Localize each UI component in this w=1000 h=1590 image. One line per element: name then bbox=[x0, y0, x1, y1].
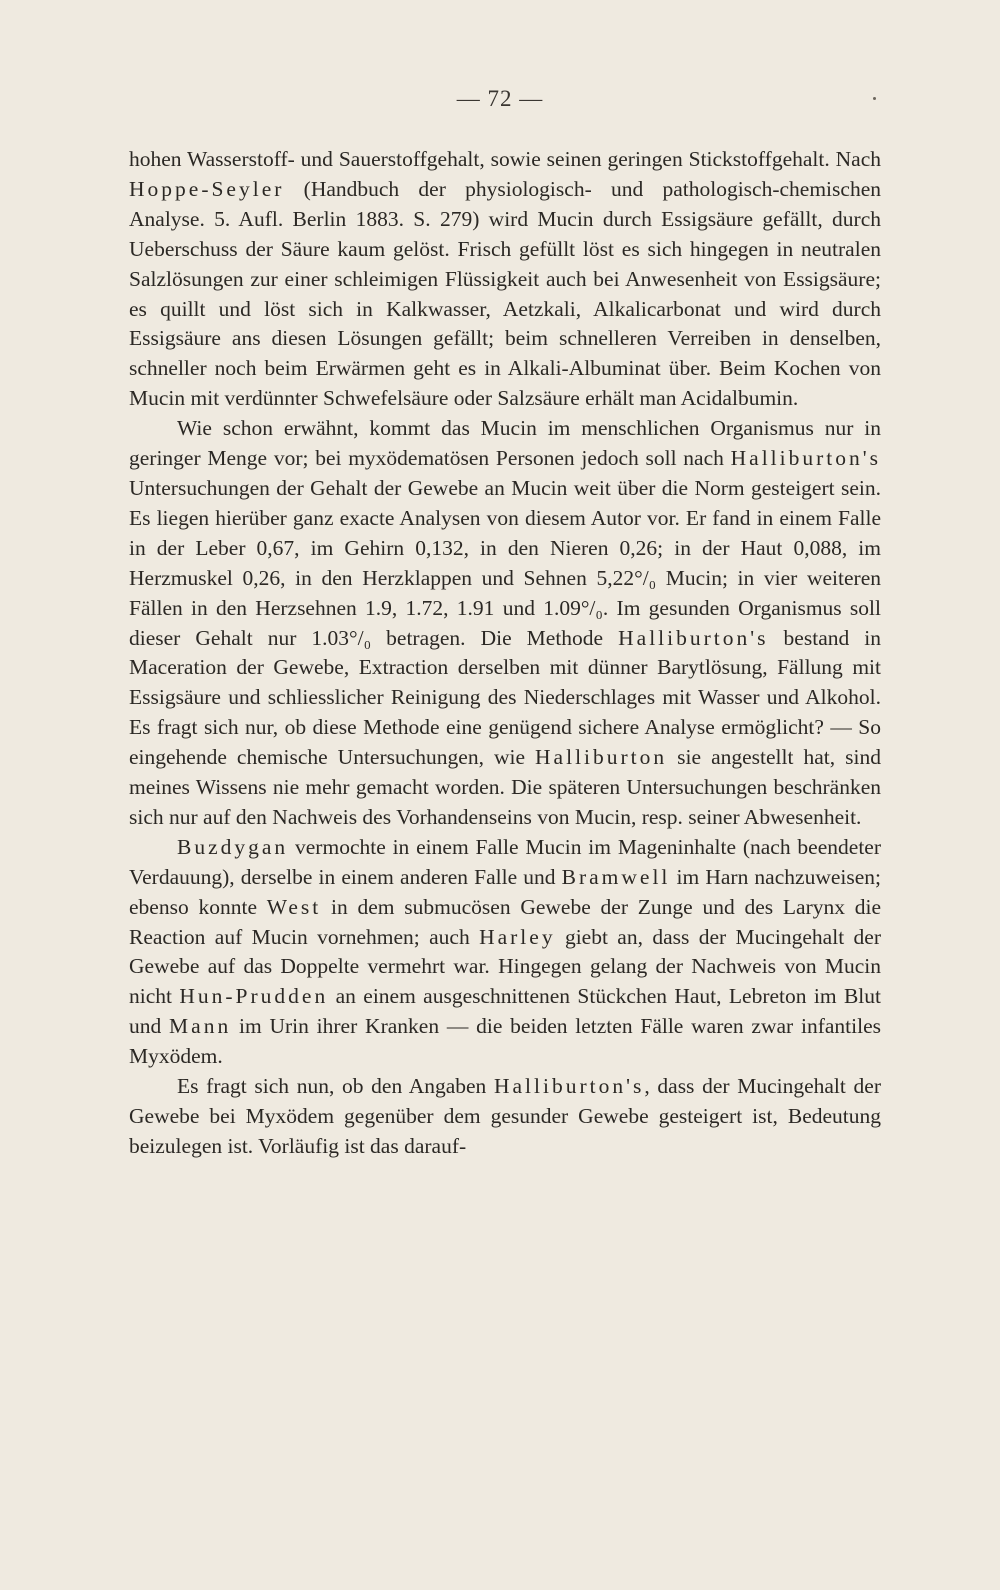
text-run: im Harn nachzuweisen; ebenso konnte bbox=[129, 864, 881, 919]
author-name: Halliburton's bbox=[493, 1074, 645, 1099]
author-name: West bbox=[266, 894, 322, 919]
author-name: Buzdygan bbox=[177, 834, 289, 859]
text-run: in dem submucösen Gewebe der Zunge und des Larynx die Reaction auf Mucin vornehmen; auch bbox=[129, 894, 882, 949]
text-run: giebt an, dass der Mucingehalt der Gewebe auf das Doppelte vermehrt war. Hingegen gelang der Nachweis von Mucin nicht bbox=[129, 924, 881, 1009]
author-name: Harley bbox=[479, 924, 556, 949]
page-number: — 72 — bbox=[456, 86, 544, 111]
text-run: (Handbuch der physiologisch- und pathologisch-chemischen Analyse. 5. Aufl. Berlin 1883. S. 279) wird Mucin durch Essigsäure gefällt, durch Ueberschuss der Säure kaum gelöst. Frisch gefüllt löst es sich hingegen in neutralen Salzlösungen zur einer schleimigen Flüssigkeit auch bei Anwesenheit von Essigsäure; es quillt und löst sich in Kalkwasser, Aetzkali, Alkalicarbonat und wird durch Essigsäure ans diesen Lösungen gefällt; beim schnelleren Verreiben in denselben, schneller noch beim Erwärmen geht es in Alkali-Albuminat über. Beim Kochen von Mucin mit verdünnter Schwefelsäure oder Salzsäure erhält man Acidalbumin. bbox=[129, 176, 881, 411]
paragraph bbox=[129, 833, 881, 1072]
author-name: Halliburton's bbox=[730, 446, 881, 471]
body-text bbox=[129, 145, 881, 1162]
author-name: Hun-Prudden bbox=[179, 984, 329, 1009]
text-run: Untersuchungen der Gehalt der Gewebe an Mucin weit über die Norm gesteigert sein. Es liegen hierüber ganz exacte Analysen von diesem Autor vor. Er fand in einem Falle in der Leber 0,67, im Gehirn 0,132, in den Nieren 0,26; in der Haut 0,088, im Herzmuskel 0,26, in den Herzklappen und Sehnen 5,22°/₀ Mucin; in vier weiteren Fällen in den Herzsehnen 1.9, 1.72, 1.91 und 1.09°/₀. Im gesunden Organismus soll dieser Gehalt nur 1.03°/₀ betragen. Die Methode bbox=[129, 475, 881, 650]
author-name: Halliburton bbox=[535, 745, 668, 770]
text-run: bestand in Maceration der Gewebe, Extraction derselben mit dünner Barytlösung, Fällung mit Essigsäure und schliesslicher Reinigung des Niederschlages mit Wasser und Alkohol. Es fragt sich nur, ob diese Methode eine genügend sichere Analyse ermöglicht? — So eingehende chemische Untersuchungen, wie bbox=[129, 625, 881, 770]
author-name: Hoppe-Seyler bbox=[129, 176, 285, 201]
text-run: Es fragt sich nun, ob den Angaben bbox=[177, 1074, 494, 1099]
text-run: vermochte in einem Falle Mucin im Mageninhalte (nach beendeter Verdauung), derselbe in einem anderen Falle und bbox=[129, 834, 881, 889]
text-run: hohen Wasserstoff- und Sauerstoffgehalt, sowie seinen geringen Stickstoffgehalt. Nach bbox=[129, 147, 881, 171]
author-name: Halliburton's bbox=[618, 625, 769, 650]
stray-mark bbox=[873, 97, 876, 100]
author-name: Bramwell bbox=[561, 864, 671, 889]
text-run: an einem ausgeschnittenen Stückchen Haut, Lebreton im Blut und bbox=[129, 984, 881, 1039]
text-run: im Urin ihrer Kranken — die beiden letzten Fälle waren zwar infantiles Myxödem. bbox=[129, 1014, 881, 1069]
text-run: , dass der Mucingehalt der Gewebe bei Myxödem gegenüber dem gesunder Gewebe gesteigert ist, Bedeutung beizulegen ist. Vorläufig ist das darauf- bbox=[129, 1074, 881, 1158]
text-run: sie angestellt hat, sind meines Wissens nie mehr gemacht worden. Die späteren Untersuchungen beschränken sich nur auf den Nachweis des Vorhandenseins von Mucin, resp. seiner Abwesenheit. bbox=[129, 745, 881, 829]
paragraph bbox=[129, 414, 881, 833]
paragraph bbox=[129, 1072, 881, 1162]
author-name: Mann bbox=[169, 1014, 232, 1039]
text-run: Wie schon erwähnt, kommt das Mucin im menschlichen Organismus nur in geringer Menge vor; bei myxödematösen Personen jedoch soll nach bbox=[129, 416, 881, 471]
paragraph bbox=[129, 145, 881, 414]
